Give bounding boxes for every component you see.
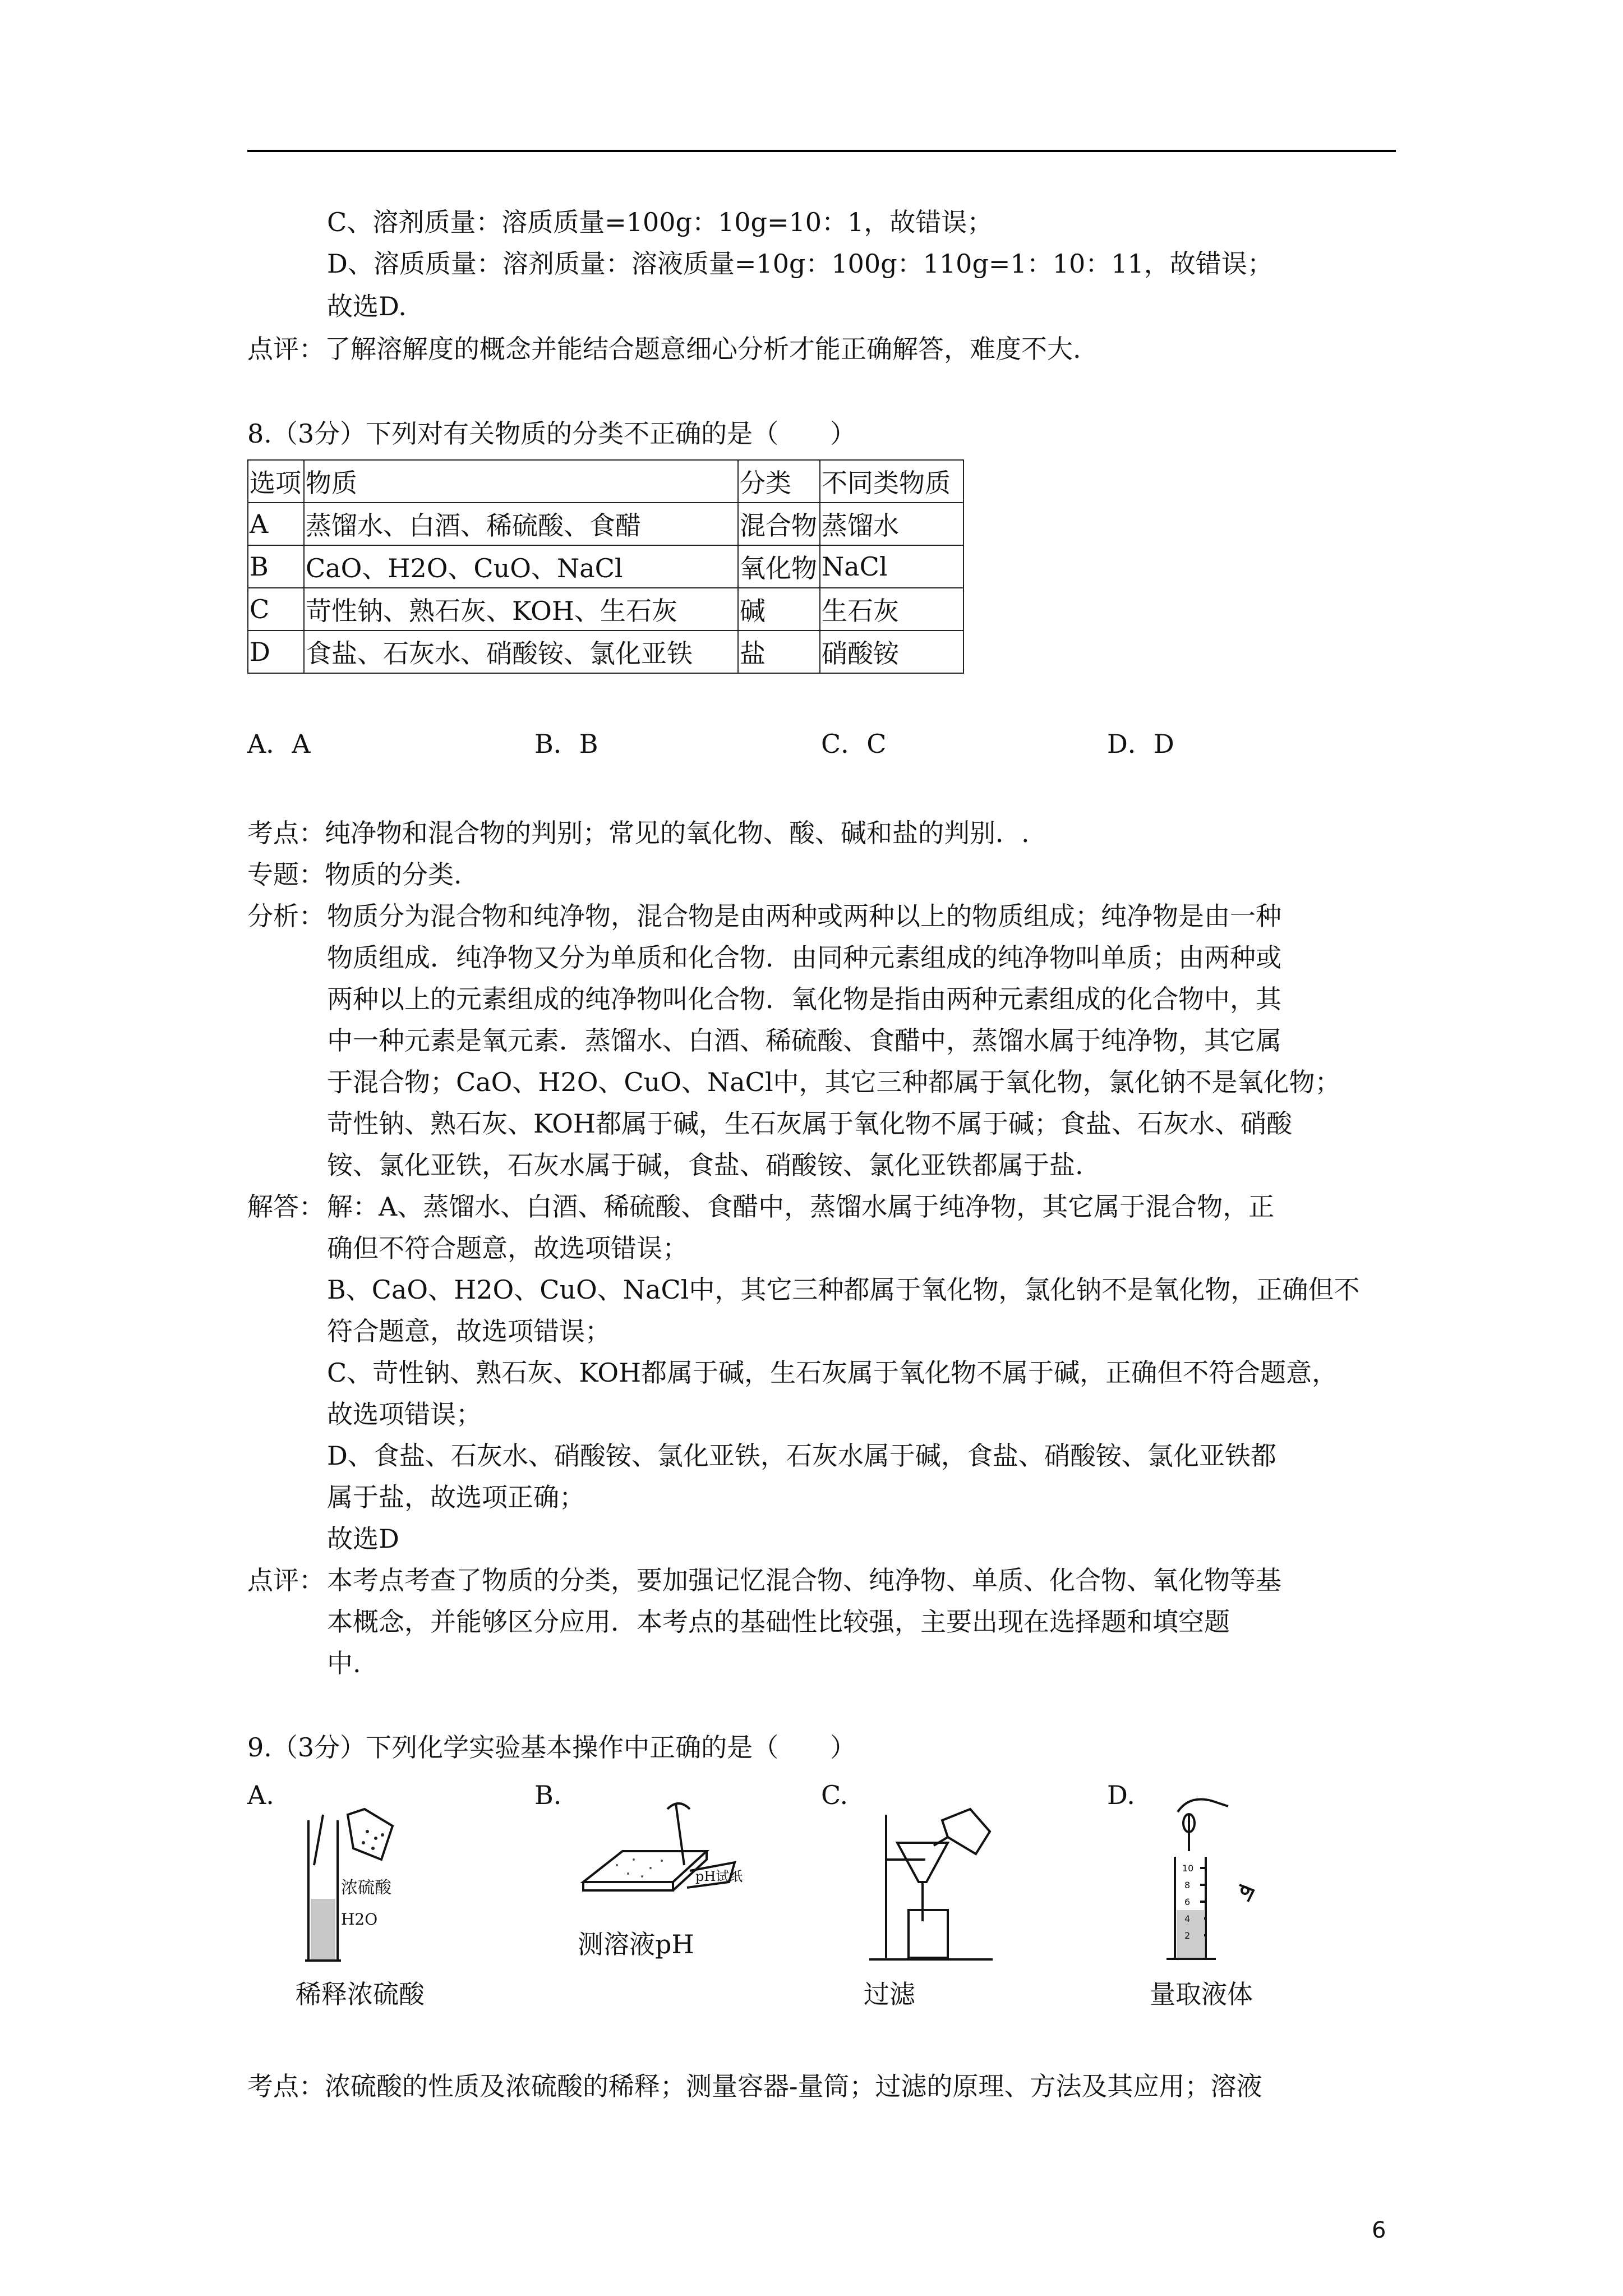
liquid-column bbox=[1177, 1910, 1204, 1958]
prev-answer-choice: 故选D. bbox=[327, 291, 407, 321]
caption-dilution: 稀释浓硫酸 bbox=[296, 1979, 425, 2009]
q9-stem: 9.（3分）下列化学实验基本操作中正确的是（ ） bbox=[247, 1732, 856, 1763]
dianping-line: 本概念，并能够区分应用．本考点的基础性比较强，主要出现在选择题和填空题 bbox=[327, 1607, 1230, 1637]
label-ph-paper: pH试纸 bbox=[695, 1869, 743, 1884]
scale-tick-label: 2 bbox=[1184, 1930, 1191, 1941]
table-cell: 氧化物 bbox=[738, 545, 820, 588]
q8-stem: 8.（3分）下列对有关物质的分类不正确的是（ ） bbox=[247, 418, 856, 449]
fenxi-line: 两种以上的元素组成的纯净物叫化合物．氧化物是指由两种元素组成的化合物中，其 bbox=[327, 984, 1281, 1014]
fenxi-line: 中一种元素是氧元素．蒸馏水、白酒、稀硫酸、食醋中，蒸馏水属于纯净物，其它属 bbox=[327, 1025, 1281, 1056]
measuring-cylinder-figure bbox=[1150, 1789, 1284, 1969]
q8-option-a: A．A bbox=[247, 729, 311, 759]
table-cell: C bbox=[248, 588, 304, 631]
table-header-cell: 物质 bbox=[304, 460, 738, 503]
scale-tick-label: 6 bbox=[1184, 1897, 1191, 1907]
table-cell: NaCl bbox=[820, 545, 963, 588]
table-cell: 苛性钠、熟石灰、KOH、生石灰 bbox=[304, 588, 738, 631]
table-header-cell: 不同类物质 bbox=[820, 460, 963, 503]
caption-filtration: 过滤 bbox=[864, 1979, 915, 2009]
classification-table bbox=[247, 459, 964, 674]
jieda-label: 解答： bbox=[247, 1191, 325, 1222]
fenxi-line: 苛性钠、熟石灰、KOH都属于碱，生石灰属于氧化物不属于碱；食盐、石灰水、硝酸 bbox=[327, 1108, 1292, 1139]
fenxi-line: 物质组成．纯净物又分为单质和化合物．由同种元素组成的纯净物叫单质；由两种或 bbox=[327, 942, 1281, 973]
prev-answer-d: D、溶质质量：溶剂质量：溶液质量=10g：100g：110g=1：10：11，故错误； bbox=[327, 249, 1273, 279]
zhuanti-label: 专题： bbox=[247, 859, 325, 890]
fenxi-line: 于混合物；CaO、H2O、CuO、NaCl中，其它三种都属于氧化物，氯化钠不是氧化物； bbox=[327, 1067, 1341, 1097]
filtration-figure bbox=[864, 1798, 1009, 1966]
kaodian-text: 浓硫酸的性质及浓硫酸的稀释；测量容器-量筒；过滤的原理、方法及其应用；溶液 bbox=[325, 2071, 1262, 2101]
kaodian-text: 纯净物和混合物的判别；常见的氧化物、酸、碱和盐的判别．. bbox=[325, 818, 1030, 848]
caption-ph: 测溶液pH bbox=[578, 1929, 694, 1959]
table-cell: 生石灰 bbox=[820, 588, 963, 631]
label-water: H2O bbox=[341, 1910, 378, 1929]
table-cell: 盐 bbox=[738, 631, 820, 673]
header-rule bbox=[247, 150, 1396, 152]
q8-kaodian bbox=[247, 816, 1030, 850]
table-cell: B bbox=[248, 545, 304, 588]
fenxi-line: 物质分为混合物和纯净物，混合物是由两种或两种以上的物质组成；纯净物是由一种 bbox=[327, 901, 1281, 931]
fenxi-line: 铵、氯化亚铁，石灰水属于碱，食盐、硝酸铵、氯化亚铁都属于盐. bbox=[327, 1150, 1083, 1180]
jieda-line: 确但不符合题意，故选项错误； bbox=[327, 1233, 688, 1263]
jieda-line: 故选D bbox=[327, 1524, 399, 1554]
q8-option-b: B．B bbox=[534, 729, 598, 759]
table-row bbox=[248, 631, 963, 673]
zhuanti-text: 物质的分类. bbox=[325, 859, 462, 890]
table-row bbox=[248, 588, 963, 631]
scale-tick-label: 10 bbox=[1182, 1863, 1194, 1874]
comment-text: 了解溶解度的概念并能结合题意细心分析才能正确解答，难度不大. bbox=[325, 334, 1081, 364]
ph-test-figure bbox=[578, 1798, 746, 1921]
jieda-line: D、食盐、石灰水、硝酸铵、氯化亚铁，石灰水属于碱，食盐、硝酸铵、氯化亚铁都 bbox=[327, 1441, 1276, 1471]
scale-tick-label: 4 bbox=[1184, 1913, 1191, 1924]
q9-option-b-letter: B. bbox=[534, 1780, 562, 1810]
prev-comment bbox=[247, 332, 1081, 366]
q9-option-d-letter: D. bbox=[1107, 1780, 1135, 1810]
comment-label: 点评： bbox=[247, 334, 325, 364]
scale-tick-label: 8 bbox=[1184, 1880, 1191, 1890]
jieda-line: C、苛性钠、熟石灰、KOH都属于碱，生石灰属于氧化物不属于碱，正确但不符合题意， bbox=[327, 1358, 1338, 1388]
table-header-cell: 选项 bbox=[248, 460, 304, 503]
prev-answer-c: C、溶剂质量：溶质质量=100g：10g=10：1，故错误； bbox=[327, 207, 993, 237]
jieda-line: 故选项错误； bbox=[327, 1399, 482, 1429]
caption-measure: 量取液体 bbox=[1150, 1979, 1253, 2009]
table-cell: 碱 bbox=[738, 588, 820, 631]
table-cell: 硝酸铵 bbox=[820, 631, 963, 673]
kaodian-label: 考点： bbox=[247, 2071, 325, 2101]
jieda-line: 属于盐，故选项正确； bbox=[327, 1482, 585, 1512]
jieda-line: 符合题意，故选项错误； bbox=[327, 1316, 611, 1346]
q9-option-a-letter: A. bbox=[247, 1780, 274, 1810]
table-cell: CaO、H2O、CuO、NaCl bbox=[304, 545, 738, 588]
q8-option-c: C．C bbox=[821, 729, 887, 759]
table-cell: D bbox=[248, 631, 304, 673]
page-number: 6 bbox=[1372, 2217, 1386, 2243]
label-conc-acid: 浓硫酸 bbox=[341, 1878, 391, 1898]
table-header-cell: 分类 bbox=[738, 460, 820, 503]
dianping-line: 本考点考查了物质的分类，要加强记忆混合物、纯净物、单质、化合物、氧化物等基 bbox=[327, 1565, 1281, 1595]
dianping-label: 点评： bbox=[247, 1565, 325, 1595]
fenxi-label: 分析： bbox=[247, 901, 325, 931]
table-cell: 食盐、石灰水、硝酸铵、氯化亚铁 bbox=[304, 631, 738, 673]
dianping-line: 中. bbox=[327, 1648, 361, 1678]
jieda-line: 解：A、蒸馏水、白酒、稀硫酸、食醋中，蒸馏水属于纯净物，其它属于混合物，正 bbox=[327, 1191, 1275, 1222]
kaodian-label: 考点： bbox=[247, 818, 325, 848]
dilution-figure bbox=[292, 1798, 426, 1966]
table-cell: 蒸馏水 bbox=[820, 503, 963, 545]
table-header-row bbox=[248, 460, 963, 503]
q8-option-d: D．D bbox=[1107, 729, 1174, 759]
table-row bbox=[248, 545, 963, 588]
table-cell: 蒸馏水、白酒、稀硫酸、食醋 bbox=[304, 503, 738, 545]
q9-kaodian bbox=[247, 2069, 1262, 2103]
table-row bbox=[248, 503, 963, 545]
jieda-line: B、CaO、H2O、CuO、NaCl中，其它三种都属于氧化物，氯化钠不是氧化物，正确但不 bbox=[327, 1274, 1360, 1305]
table-cell: 混合物 bbox=[738, 503, 820, 545]
q9-option-c-letter: C. bbox=[821, 1780, 849, 1810]
q8-zhuanti bbox=[247, 858, 462, 891]
table-cell: A bbox=[248, 503, 304, 545]
